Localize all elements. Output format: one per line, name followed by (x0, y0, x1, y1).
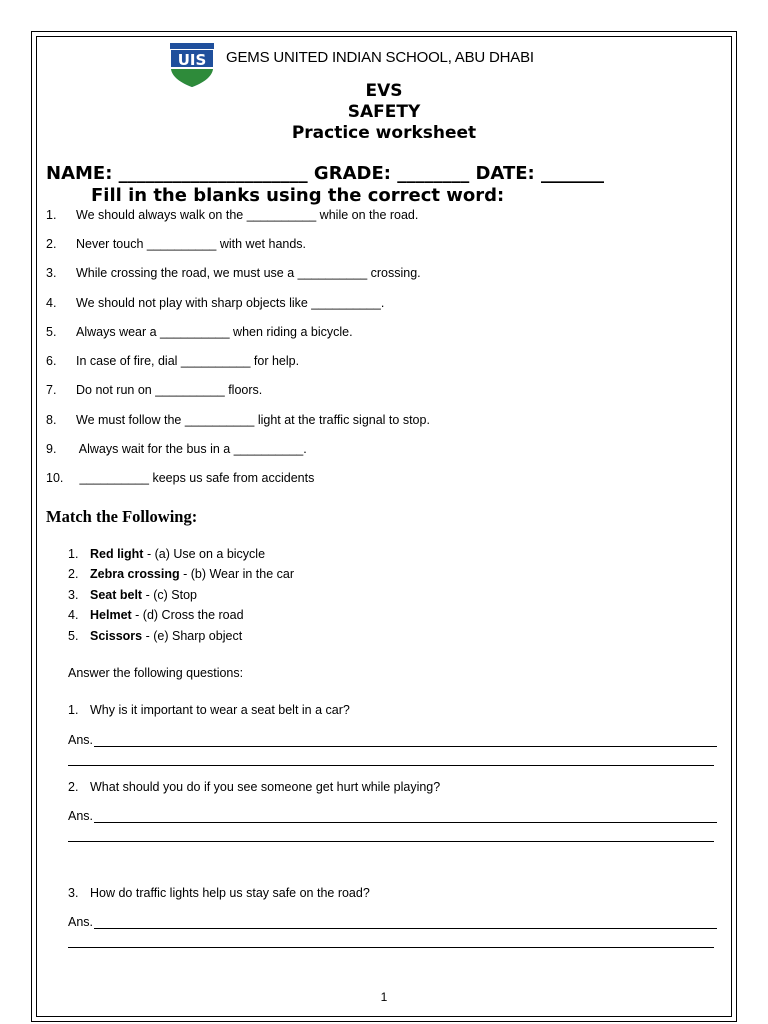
answer-line[interactable] (68, 841, 714, 842)
topic-title: SAFETY (347, 102, 421, 122)
item-text (90, 629, 242, 643)
item-number: 4. (68, 608, 79, 622)
item-text (90, 547, 265, 561)
match-option: - (e) Sharp object (142, 629, 243, 643)
item-text (90, 608, 244, 622)
match-option: - (c) Stop (142, 588, 197, 602)
list-item (0, 325, 768, 341)
list-item (0, 208, 768, 224)
list-item (0, 471, 768, 487)
match-option: - (b) Wear in the car (179, 567, 295, 581)
item-number: 10. (46, 471, 64, 485)
item-number: 2. (46, 237, 57, 251)
list-item (0, 237, 768, 253)
item-number: 1. (46, 208, 57, 222)
question-number: 1. (68, 703, 79, 717)
logo-text: UIS (177, 51, 207, 69)
match-term: Scissors (90, 629, 143, 643)
item-text: While crossing the road, we must use a __________ crossing. (76, 266, 421, 280)
list-item (0, 266, 768, 282)
item-number: 3. (68, 588, 79, 602)
item-text: We must follow the __________ light at the traffic signal to stop. (76, 413, 430, 427)
list-item (0, 383, 768, 399)
item-number: 1. (68, 547, 79, 561)
question-text: Why is it important to wear a seat belt in a car? (90, 703, 350, 717)
student-info-line: NAME: _____________________ GRADE: ________ DATE: _______ (46, 163, 604, 184)
list-item (0, 296, 768, 312)
item-text (90, 588, 197, 602)
question-text: How do traffic lights help us stay safe on the road? (90, 886, 370, 900)
list-item (0, 629, 768, 645)
item-number: 2. (68, 567, 79, 581)
subject-title: EVS (365, 81, 403, 101)
match-heading: Match the Following: (46, 507, 198, 526)
match-option: - (a) Use on a bicycle (143, 547, 266, 561)
list-item (0, 547, 768, 563)
item-text: We should not play with sharp objects like __________. (76, 296, 385, 310)
answer-line[interactable] (94, 928, 717, 929)
match-term: Red light (90, 547, 144, 561)
list-item (0, 413, 768, 429)
item-number: 5. (46, 325, 57, 339)
question-number: 3. (68, 886, 79, 900)
answer-label: Ans. (68, 809, 94, 823)
item-text: In case of fire, dial __________ for help. (76, 354, 300, 368)
answer-line[interactable] (94, 822, 717, 823)
question-text: What should you do if you see someone get hurt while playing? (90, 780, 441, 794)
answer-label: Ans. (68, 733, 94, 747)
list-item (0, 608, 768, 624)
list-item (0, 442, 768, 458)
questions-instruction: Answer the following questions: (68, 666, 244, 680)
match-term: Helmet (90, 608, 132, 622)
answer-line[interactable] (94, 746, 717, 747)
question-item (0, 780, 768, 796)
match-option: - (d) Cross the road (131, 608, 244, 622)
item-number: 3. (46, 266, 57, 280)
school-name: GEMS UNITED INDIAN SCHOOL, ABU DHABI (226, 49, 534, 66)
question-item (0, 886, 768, 902)
item-text: Do not run on __________ floors. (76, 383, 263, 397)
question-number: 2. (68, 780, 79, 794)
item-number: 4. (46, 296, 57, 310)
fill-blanks-heading: Fill in the blanks using the correct word: (91, 185, 505, 206)
match-term: Seat belt (90, 588, 143, 602)
question-item (0, 703, 768, 719)
list-item (0, 588, 768, 604)
list-item (0, 354, 768, 370)
item-text: We should always walk on the __________ while on the road. (76, 208, 419, 222)
item-text: __________ keeps us safe from accidents (76, 471, 315, 485)
answer-line[interactable] (68, 947, 714, 948)
match-term: Zebra crossing (90, 567, 180, 581)
item-number: 5. (68, 629, 79, 643)
item-number: 8. (46, 413, 57, 427)
item-number: 9. (46, 442, 57, 456)
list-item (0, 567, 768, 583)
item-text: Always wait for the bus in a __________. (76, 442, 307, 456)
worksheet-title: Practice worksheet (291, 123, 477, 143)
item-text (90, 567, 294, 581)
item-number: 6. (46, 354, 57, 368)
page-number: 1 (380, 990, 388, 1004)
answer-label: Ans. (68, 915, 94, 929)
item-number: 7. (46, 383, 57, 397)
answer-line[interactable] (68, 765, 714, 766)
item-text: Never touch __________ with wet hands. (76, 237, 307, 251)
item-text: Always wear a __________ when riding a bicycle. (76, 325, 353, 339)
